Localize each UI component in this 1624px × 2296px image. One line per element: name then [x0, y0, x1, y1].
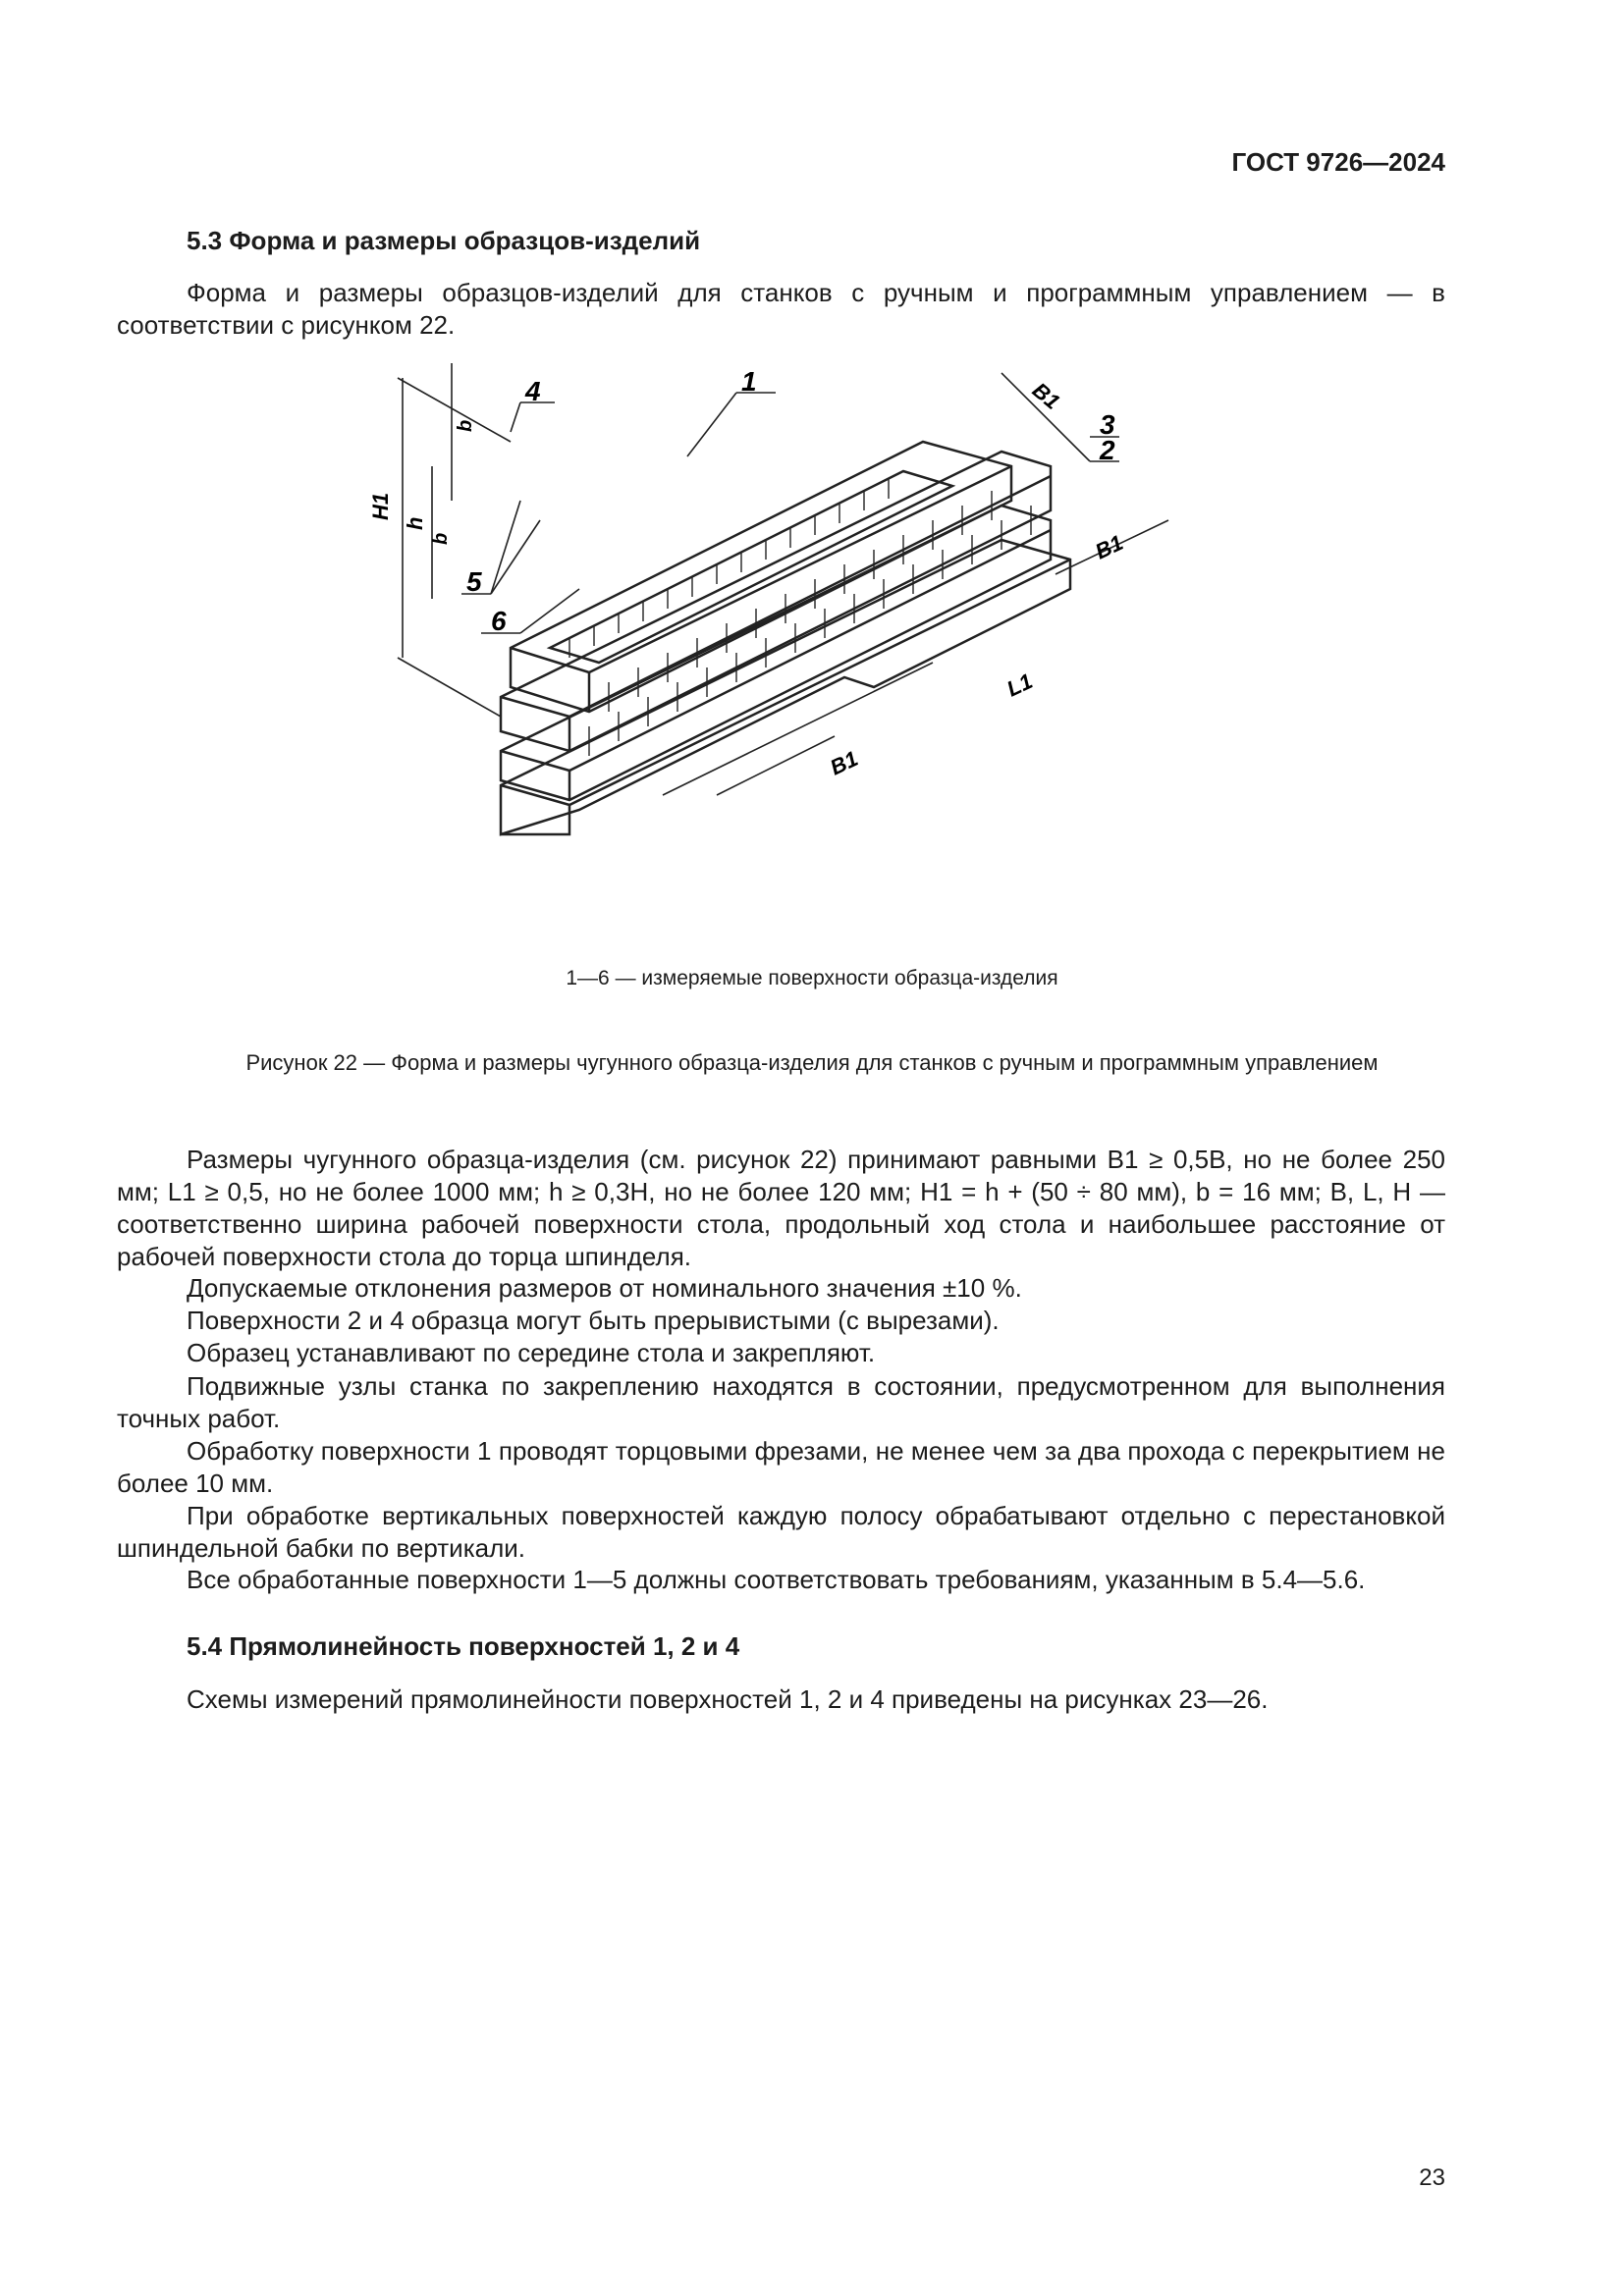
hatching: [569, 479, 1031, 756]
section-5-3-title: 5.3 Форма и размеры образцов-изделий: [187, 226, 701, 255]
body-paragraph-6: Обработку поверхности 1 проводят торцовыми фрезами, не менее чем за два прохода с перекрытием не более 10 мм.: [117, 1436, 1445, 1498]
label-6: 6: [491, 606, 507, 636]
body-paragraph-3: Поверхности 2 и 4 образца могут быть прерывистыми (с вырезами).: [187, 1306, 1000, 1335]
label-b-top: b: [455, 419, 476, 432]
label-h: h: [403, 516, 427, 530]
body-paragraph-8: Все обработанные поверхности 1—5 должны соответствовать требованиям, указанным в 5.4—5.6.: [187, 1565, 1366, 1594]
section-5-4-text: Схемы измерений прямолинейности поверхностей 1, 2 и 4 приведены на рисунках 23—26.: [187, 1684, 1269, 1714]
label-L1: L1: [1002, 668, 1037, 702]
lower-block: [501, 506, 1051, 800]
label-b-lower: b: [430, 532, 452, 545]
page-number: 23: [1419, 2164, 1445, 2191]
label-4: 4: [525, 376, 541, 406]
figure-22-drawing: [324, 363, 1247, 933]
label-H1: H1: [368, 492, 393, 520]
label-B1-top: B1: [1027, 377, 1065, 414]
figure-caption: Рисунок 22 — Форма и размеры чугунного образца-изделия для станков с ручным и программным управлением: [245, 1050, 1379, 1075]
figure-legend: 1—6 — измеряемые поверхности образца-изделия: [566, 967, 1058, 989]
document-id: ГОСТ 9726—2024: [1231, 147, 1445, 177]
body-paragraph-7: При обработке вертикальных поверхностей каждую полосу обрабатывают отдельно с перестановкой шпиндельной бабки по вертикали.: [117, 1501, 1445, 1563]
base-plate: [501, 540, 1070, 834]
label-B1-bottom: B1: [826, 745, 862, 780]
body-paragraph-2: Допускаемые отклонения размеров от номинального значения ±10 %.: [187, 1273, 1022, 1303]
section-5-3-intro: Форма и размеры образцов-изделий для станков с ручным и программным управлением — в соответствии с рисунком 22.: [117, 278, 1445, 340]
section-5-4-title: 5.4 Прямолинейность поверхностей 1, 2 и 4: [187, 1631, 740, 1661]
label-3: 3: [1100, 409, 1115, 440]
label-5: 5: [466, 566, 482, 597]
body-paragraph-5: Подвижные узлы станка по закреплению находятся в состоянии, предусмотренном для выполнения точных работ.: [117, 1371, 1445, 1433]
body-paragraph-4: Образец устанавливают по середине стола и закрепляют.: [187, 1338, 876, 1367]
label-2: 2: [1100, 435, 1115, 465]
label-1: 1: [741, 366, 757, 397]
label-B1-right: B1: [1091, 529, 1127, 564]
body-paragraph-1: Размеры чугунного образца-изделия (см. рисунок 22) принимают равными B1 ≥ 0,5B, но не более 250 мм; L1 ≥ 0,5, но не более 1000 мм; h ≥ 0,3H, но не более 120 мм; H1 = h + (50 ÷ 80 мм), b = 16 мм; B, L, H — соответственно ширина рабочей поверхности стола, продольный ход стола и наибольшее расстояние от рабочей поверхности стола до торца шпинделя.: [117, 1145, 1445, 1271]
